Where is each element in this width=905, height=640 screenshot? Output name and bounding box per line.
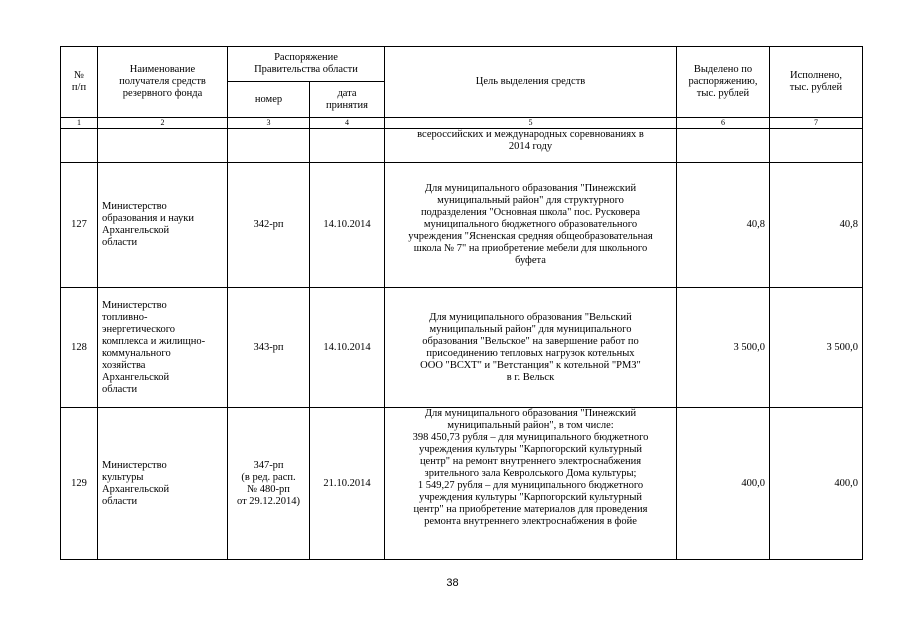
row-num: 129 — [61, 408, 98, 560]
header-executed: Исполнено, тыс. рублей — [770, 47, 863, 118]
header-allocated: Выделено по распоряжению, тыс. рублей — [677, 47, 770, 118]
row-order-number: 343-рп — [228, 288, 310, 408]
row-order-number: 342-рп — [228, 163, 310, 288]
row-allocated: 40,8 — [677, 163, 770, 288]
row-order-date: 14.10.2014 — [310, 288, 385, 408]
table-row — [61, 408, 863, 560]
row-allocated: 400,0 — [677, 408, 770, 560]
header-order: Распоряжение Правительства области — [228, 47, 385, 82]
column-index: 6 — [677, 118, 770, 129]
column-index: 2 — [98, 118, 228, 129]
table-row — [61, 288, 863, 408]
header-order-date: дата принятия — [310, 82, 385, 118]
row-executed: 40,8 — [770, 163, 863, 288]
row-recipient: Министерство культуры Архангельской области — [98, 408, 228, 560]
column-index: 4 — [310, 118, 385, 129]
row-order-date: 21.10.2014 — [310, 408, 385, 560]
header-num: № п/п — [61, 47, 98, 118]
continuation-purpose: всероссийских и международных соревнованиях в 2014 году — [385, 129, 677, 163]
reserve-fund-table — [60, 46, 863, 560]
row-purpose: Для муниципального образования "Пинежский муниципальный район" для структурного подразделения "Основная школа" пос. Русковера муниципального бюджетного образовательного учреждения "Ясненская средняя общеобразовательная школа № 7" на приобретение мебели для школьного буфета — [385, 163, 677, 288]
row-executed: 3 500,0 — [770, 288, 863, 408]
row-order-date: 14.10.2014 — [310, 163, 385, 288]
column-index-row — [61, 118, 863, 129]
column-index: 7 — [770, 118, 863, 129]
row-num: 127 — [61, 163, 98, 288]
row-allocated: 3 500,0 — [677, 288, 770, 408]
page-number: 38 — [446, 577, 459, 589]
table-row — [61, 163, 863, 288]
row-purpose: Для муниципального образования "Вельский муниципальный район" для муниципального образования "Вельское" на завершение работ по присоединению тепловых нагрузок котельных ООО "ВСХТ" и "Ветстанция" к котельной "РМЗ" в г. Вельск — [385, 288, 677, 408]
row-recipient: Министерство образования и науки Архангельской области — [98, 163, 228, 288]
row-purpose: Для муниципального образования "Пинежский муниципальный район", в том числе: 398 450,73 рубля – для муниципального бюджетного учреждения культуры "Карпогорский культурный центр" на ремонт внутреннего электроснабжения зрительного зала Кевролського Дома культуры; 1 549,27 рубля – для муниципального бюджетного учреждения культуры "Карпогорский культурный центр" на приобретение материалов для проведения ремонта внутреннего электроснабжения в фойе — [385, 408, 677, 560]
continuation-row — [61, 129, 863, 163]
column-index: 5 — [385, 118, 677, 129]
row-num: 128 — [61, 288, 98, 408]
header-order-number: номер — [228, 82, 310, 118]
header-purpose: Цель выделения средств — [385, 47, 677, 118]
column-index: 3 — [228, 118, 310, 129]
row-order-number: 347-рп (в ред. расп. № 480-рп от 29.12.2014) — [228, 408, 310, 560]
row-recipient: Министерство топливно- энергетического комплекса и жилищно- коммунального хозяйства Архангельской области — [98, 288, 228, 408]
header-recipient: Наименование получателя средств резервного фонда — [98, 47, 228, 118]
column-index: 1 — [61, 118, 98, 129]
row-executed: 400,0 — [770, 408, 863, 560]
